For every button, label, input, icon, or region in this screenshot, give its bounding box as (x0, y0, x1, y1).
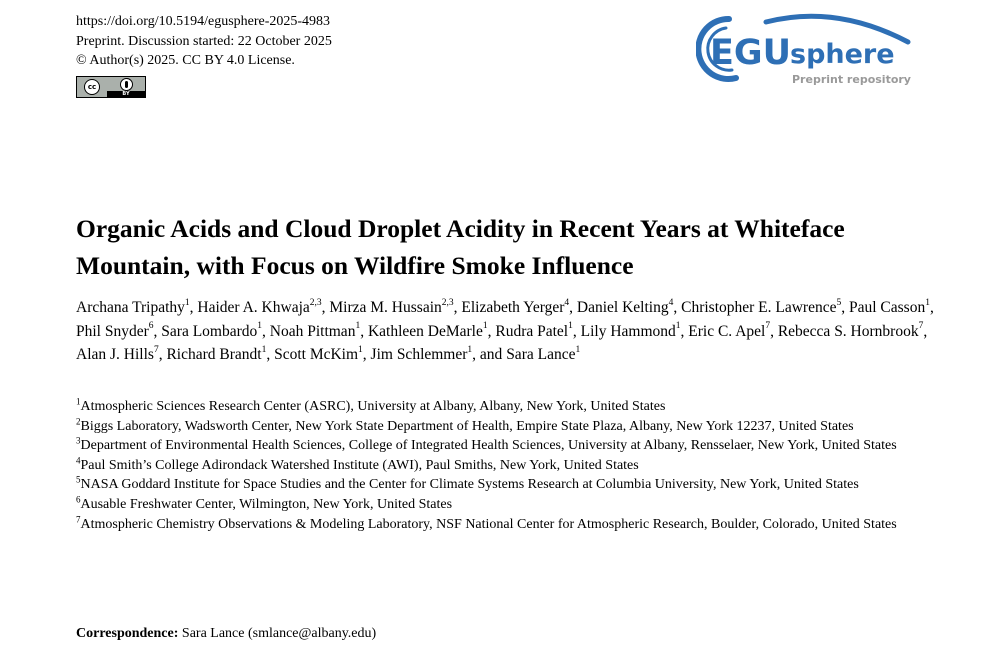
affiliation-list (76, 397, 936, 534)
author-name-text: Daniel Kelting (576, 299, 669, 316)
author-affiliation-marker: 7 (765, 321, 771, 332)
author-affiliation-marker: 1 (925, 297, 930, 308)
author-name (849, 299, 930, 316)
author-name (274, 346, 363, 363)
affiliation-item (76, 495, 936, 515)
preprint-metadata (76, 12, 332, 71)
author-name (681, 299, 841, 316)
logo-tagline: Preprint repository (792, 73, 911, 86)
affiliation-text: Ausable Freshwater Center, Wilmington, New York, United States (80, 496, 453, 512)
affiliation-text: Department of Environmental Health Sciences, College of Integrated Health Sciences, University at Albany, Rensselaer, New York, United States (80, 438, 897, 454)
author-name-text: Phil Snyder (76, 322, 149, 340)
author-name-text: Rebecca S. Hornbrook (777, 322, 919, 340)
correspondence-contact[interactable]: Sara Lance (smlance@albany.edu) (181, 626, 377, 641)
author-name (581, 323, 681, 340)
attribution-person-icon (120, 78, 133, 91)
author-name (577, 299, 673, 316)
author-name (371, 346, 473, 363)
author-name-text: Richard Brandt (166, 346, 262, 363)
author-name-text: Sara Lance (506, 346, 576, 363)
author-name (495, 323, 573, 340)
author-name (270, 323, 360, 340)
author-name-text: Jim Schlemmer (370, 346, 468, 363)
correspondence-line (76, 624, 376, 644)
author-name-text: Sara Lombardo (161, 322, 258, 340)
author-affiliation-marker: 6 (148, 321, 154, 332)
egusphere-logo[interactable] (696, 12, 911, 87)
author-name (161, 323, 262, 340)
author-name-text: Kathleen DeMarle (367, 322, 483, 340)
author-list: Archana Tripathy$^1$, Haider A. Khwaja$^{2,3}$, Mirza M. Hussain$^{2,3}$, Elizabeth Yerger$^4$, Daniel Kelting$^4$, Christopher E. Lawrence$^5$, Paul Casson$^1$, Phil Snyder$^6$, Sara Lombardo$^1$, Noah Pittman$^1$, Kathleen DeMarle$^1$, Rudra Patel$^1$, Lily Hammond$^1$, Eric C. Apel$^7$, Rebecca S. Hornbrook$^7$, Alan J. Hills$^7$, Richard Brandt$^1$, Scott McKim$^1$, Jim Schlemmer$^1$, and Sara Lance$^1$ (76, 297, 934, 363)
affiliation-number: 4 (76, 455, 81, 466)
cc-by-license-badge[interactable] (76, 76, 146, 98)
author-affiliation-marker: 2,3 (441, 297, 454, 308)
author-affiliation-marker: 1 (467, 344, 473, 355)
doi-link[interactable]: https://doi.org/10.5194/egusphere-2025-4983 (76, 14, 331, 29)
author-name (166, 346, 266, 363)
affiliation-number: 3 (76, 435, 81, 446)
author-name-text: Archana Tripathy (76, 299, 185, 316)
logo-wordmark-sphere: sphere (790, 39, 895, 70)
affiliation-item (76, 436, 936, 456)
author-name (76, 346, 159, 363)
author-name (329, 299, 453, 316)
author-name-text: Haider A. Khwaja (197, 299, 310, 316)
author-name-text: Scott McKim (274, 346, 359, 363)
logo-wordmark-egu: EGU (710, 33, 792, 73)
author-affiliation-marker: 1 (358, 344, 363, 355)
author-name-text: Christopher E. Lawrence (681, 299, 837, 316)
author-affiliation-marker: 4 (564, 297, 570, 308)
author-affiliation-marker: 7 (918, 321, 924, 332)
affiliation-item (76, 456, 936, 476)
author-affiliation-marker: 1 (568, 321, 573, 332)
affiliation-text: Paul Smith’s College Adirondack Watershed Institute (AWI), Paul Smiths, New York, United States (80, 457, 639, 473)
affiliation-number: 2 (76, 415, 81, 426)
author-name-text: Rudra Patel (495, 322, 569, 340)
author-affiliation-marker: 7 (153, 344, 159, 355)
affiliation-number: 1 (76, 396, 81, 407)
authors-conjunction: and (479, 346, 503, 363)
author-affiliation-marker: 2,3 (309, 297, 322, 308)
author-name-text: Lily Hammond (580, 322, 676, 340)
author-name (506, 346, 580, 363)
copyright-line: © Author(s) 2025. CC BY 4.0 License. (76, 53, 295, 68)
author-affiliation-marker: 1 (184, 297, 190, 308)
affiliation-text: Atmospheric Chemistry Observations & Modeling Laboratory, NSF National Center for Atmospheric Research, Boulder, Colorado, United States (80, 516, 897, 532)
correspondence-label: Correspondence: (76, 626, 179, 641)
author-affiliation-marker: 4 (668, 297, 674, 308)
affiliation-number: 5 (76, 474, 81, 485)
author-name (778, 323, 924, 340)
author-name (76, 323, 154, 340)
affiliation-text: NASA Goddard Institute for Space Studies and the Center for Climate Systems Research at Columbia University, New York, United States (80, 477, 859, 493)
author-affiliation-marker: 1 (355, 321, 361, 332)
preprint-date: Preprint. Discussion started: 22 October 2025 (76, 33, 332, 49)
author-name-text: Noah Pittman (269, 322, 356, 340)
affiliation-item (76, 475, 936, 495)
author-affiliation-marker: 1 (261, 344, 267, 355)
author-name-text: Eric C. Apel (688, 322, 766, 340)
author-affiliation-marker: 1 (257, 321, 263, 332)
author-name-text: Mirza M. Hussain (329, 299, 442, 316)
affiliation-text: Atmospheric Sciences Research Center (ASRC), University at Albany, Albany, New York, United States (80, 399, 666, 414)
author-name (368, 323, 488, 340)
affiliation-text: Biggs Laboratory, Wadsworth Center, New York State Department of Health, Empire State Plaza, Albany, New York 12237, United States (80, 418, 854, 434)
author-affiliation-marker: 1 (482, 321, 488, 332)
cc-icon: cc (84, 79, 100, 95)
affiliation-item (76, 515, 936, 535)
author-affiliation-marker: 1 (675, 321, 681, 332)
affiliation-item (76, 417, 936, 437)
by-label: BY (107, 91, 145, 97)
affiliation-number: 7 (76, 513, 81, 524)
author-name-text: Elizabeth Yerger (461, 299, 565, 316)
author-affiliation-marker: 1 (575, 344, 581, 355)
author-name-text: Paul Casson (848, 299, 926, 316)
affiliation-item (76, 397, 936, 417)
affiliation-number: 6 (76, 494, 81, 505)
author-name-text: Alan J. Hills (76, 346, 154, 363)
author-name (688, 323, 770, 340)
author-affiliation-marker: 5 (836, 297, 842, 308)
paper-title: Organic Acids and Cloud Droplet Acidity in Recent Years at Whiteface Mountain, with Focus on Wildfire Smoke Influence (76, 214, 845, 280)
author-name (461, 299, 569, 316)
author-name (197, 299, 321, 316)
author-name (76, 299, 190, 316)
